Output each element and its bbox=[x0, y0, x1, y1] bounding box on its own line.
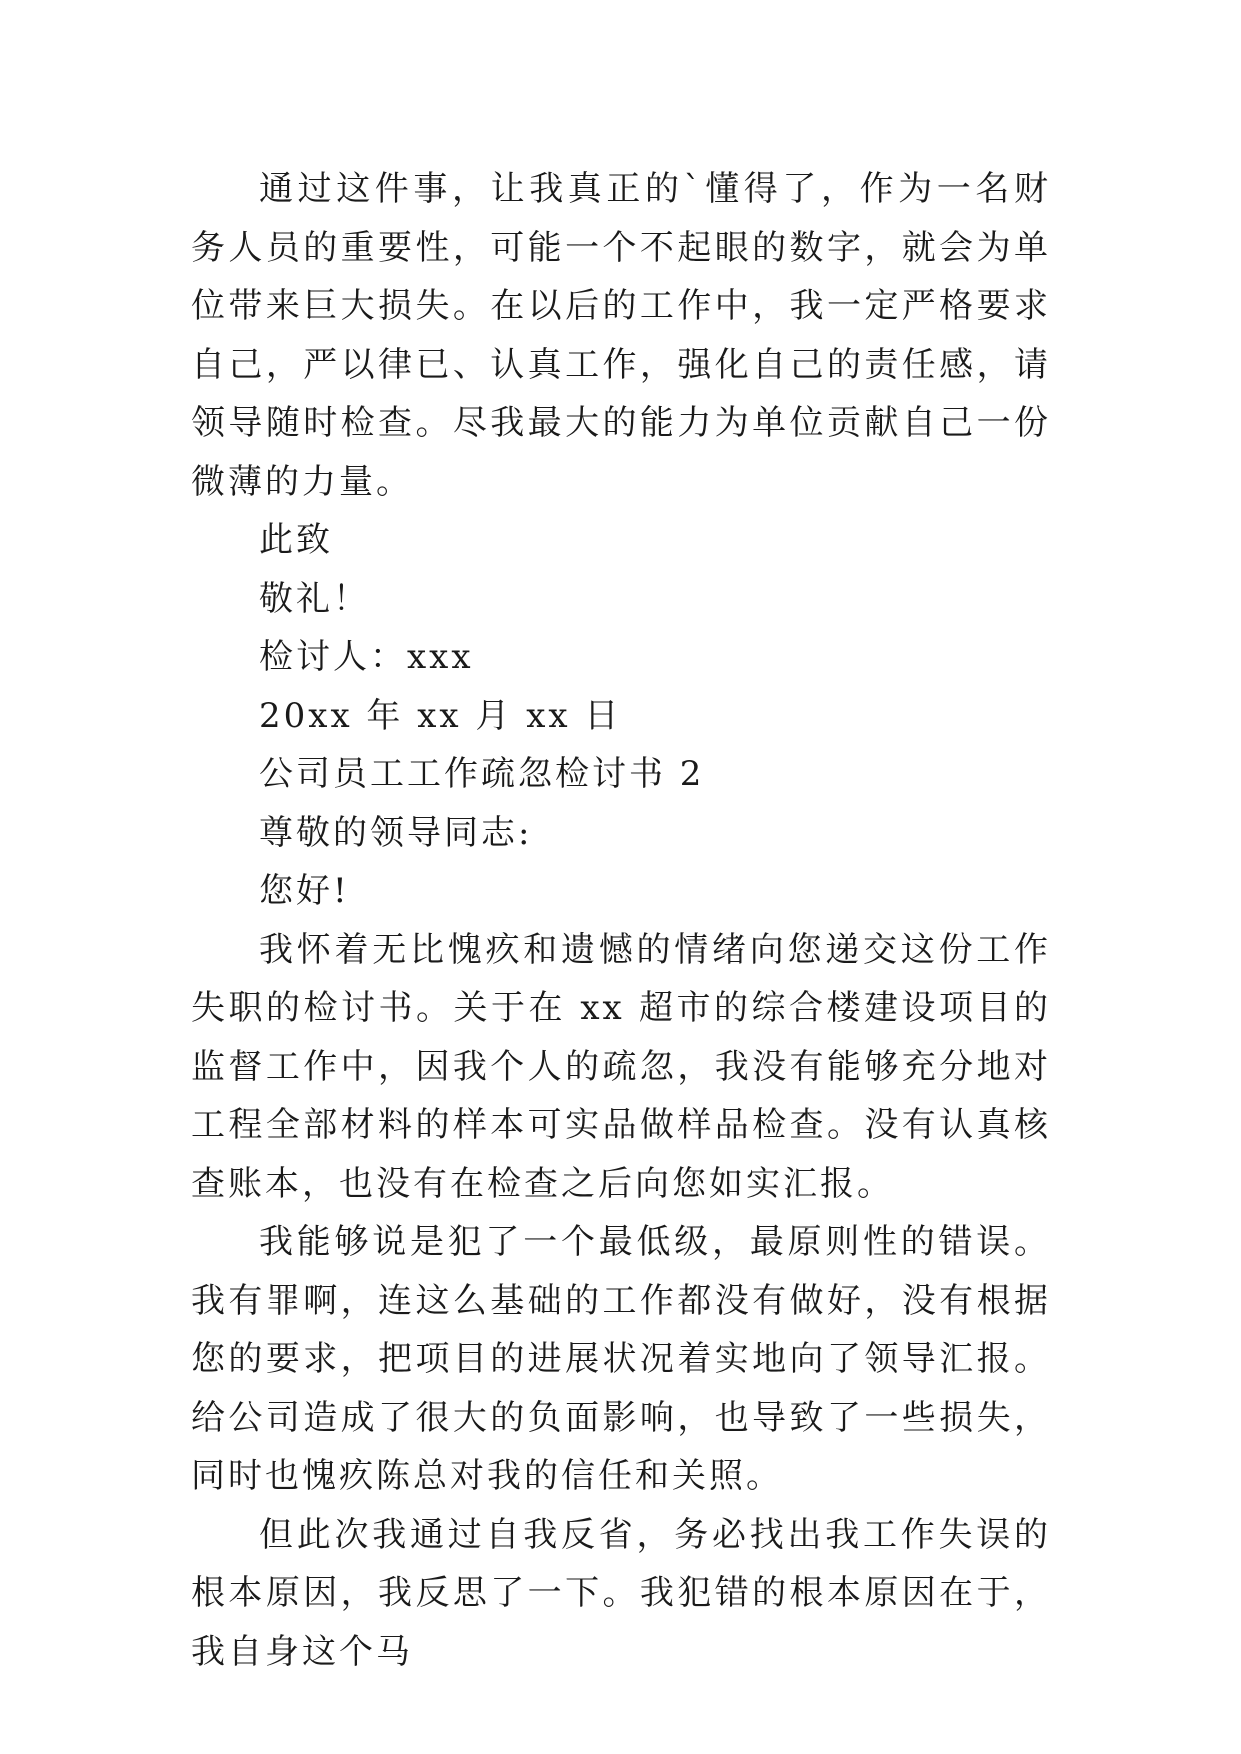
date-line: 20xx 年 xx 月 xx 日 bbox=[259, 695, 622, 736]
document-body bbox=[191, 160, 1051, 1681]
section-title: 公司员工工作疏忽检讨书 2 bbox=[259, 754, 705, 794]
paragraph: 但此次我通过自我反省，务必找出我工作失误的根本原因，我反思了一下。我犯错的根本原因在于，我自身这个马 bbox=[191, 1514, 1051, 1672]
salutation: 尊敬的领导同志: bbox=[259, 812, 533, 853]
paragraph: 我怀着无比愧疚和遗憾的情绪向您递交这份工作失职的检讨书。关于在 xx 超市的综合楼建设项目的监督工作中，因我个人的疏忽，我没有能够充分地对工程全部材料的样本可实品做样品检查。没有认真核查账本，也没有在检查之后向您如实汇报。 bbox=[191, 929, 1051, 1204]
closing-line: 此致 bbox=[259, 520, 333, 560]
paragraph: 通过这件事，让我真正的`懂得了，作为一名财务人员的重要性，可能一个不起眼的数字，就会为单位带来巨大损失。在以后的工作中，我一定严格要求自己，严以律已、认真工作，强化自己的责任感，请领导随时检查。尽我最大的能力为单位贡献自己一份微薄的力量。 bbox=[191, 169, 1051, 502]
closing-salute: 敬礼！ bbox=[259, 578, 370, 619]
paragraph: 我能够说是犯了一个最低级，最原则性的错误。我有罪啊，连这么基础的工作都没有做好，没有根据您的要求，把项目的进展状况着实地向了领导汇报。给公司造成了很大的负面影响，也导致了一些损失，同时也愧疚陈总对我的信任和关照。 bbox=[191, 1222, 1051, 1496]
greeting: 您好! bbox=[259, 871, 350, 911]
signer-line: 检讨人：xxx bbox=[259, 637, 474, 677]
